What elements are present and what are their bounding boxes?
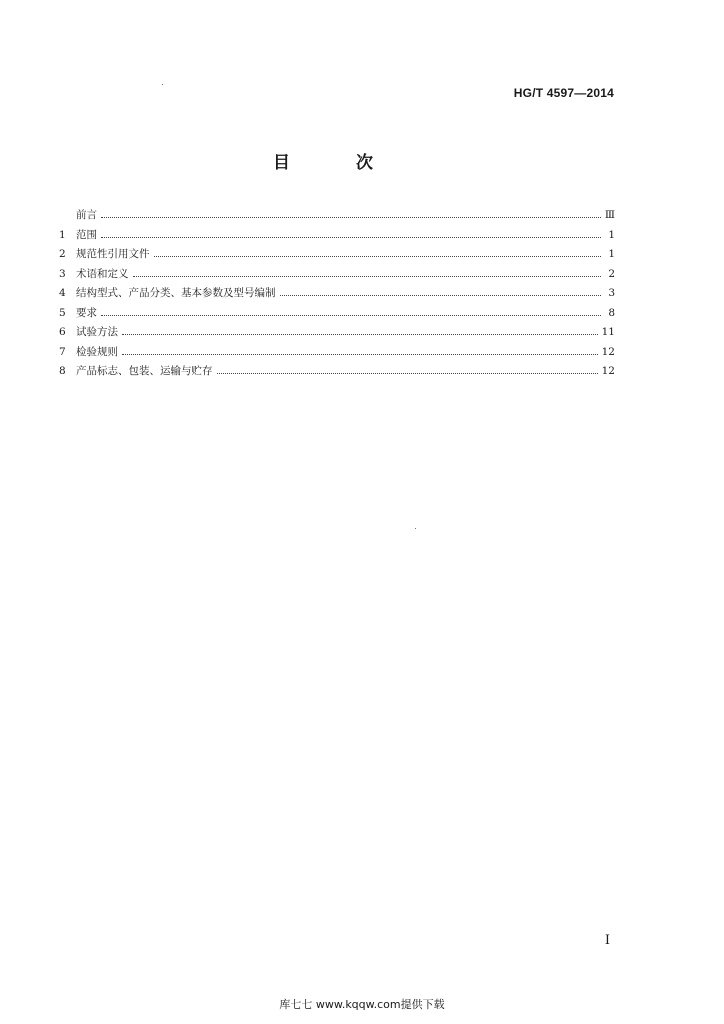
toc-leader-dots <box>280 294 602 296</box>
toc-item-page: 11 <box>601 326 615 338</box>
toc-item-title: 结构型式、产品分类、基本参数及型号编制 <box>76 287 276 299</box>
download-footer: 库七七 www.kqqw.com提供下载 <box>279 998 445 1011</box>
toc-item-number: 1 <box>59 228 66 241</box>
standard-code: HG/T 4597—2014 <box>513 86 614 100</box>
toc-item-5[interactable] <box>59 304 615 324</box>
scan-speck <box>162 84 163 85</box>
toc-item-title: 规范性引用文件 <box>76 248 150 260</box>
toc-item-1[interactable] <box>59 226 615 246</box>
toc-leader-dots <box>217 372 598 374</box>
toc-leader-dots <box>122 353 598 355</box>
toc-leader-dots <box>101 236 601 238</box>
toc-item-page: 1 <box>608 248 615 260</box>
toc-leader-dots <box>101 314 601 316</box>
toc-item-number: 8 <box>59 365 66 377</box>
toc-leader-dots <box>133 275 602 277</box>
toc-item-2[interactable] <box>59 245 615 265</box>
toc-item-number: 2 <box>59 248 66 260</box>
page-number: I <box>604 933 610 948</box>
toc-item-page: 12 <box>601 345 615 358</box>
toc-item-number: 5 <box>59 306 66 319</box>
table-of-contents <box>59 206 615 382</box>
toc-leader-dots <box>101 216 601 218</box>
toc-item-page: 3 <box>608 287 615 299</box>
toc-item-title: 试验方法 <box>76 326 118 338</box>
toc-item-number: 7 <box>59 345 66 358</box>
toc-item-title: 术语和定义 <box>76 267 129 280</box>
toc-item-number: 6 <box>59 326 66 338</box>
toc-item-page: 2 <box>608 267 615 280</box>
toc-leader-dots <box>154 255 602 257</box>
page-title: 目 次 <box>273 153 403 173</box>
toc-item-7[interactable] <box>59 343 615 363</box>
toc-item-number: 3 <box>59 267 66 280</box>
toc-item-title: 前言 <box>76 209 97 221</box>
toc-item-3[interactable] <box>59 265 615 285</box>
toc-item-title: 范围 <box>76 228 97 241</box>
toc-item-title: 要求 <box>76 306 97 319</box>
toc-item-page: 12 <box>601 365 615 377</box>
toc-item-page: Ⅲ <box>604 209 615 221</box>
toc-item-number: 4 <box>59 287 66 299</box>
toc-leader-dots <box>122 333 598 335</box>
toc-item-title: 产品标志、包装、运输与贮存 <box>76 365 213 377</box>
toc-item-preface[interactable] <box>59 206 615 226</box>
toc-item-page: 1 <box>608 228 615 241</box>
scan-speck <box>415 528 416 529</box>
toc-item-title: 检验规则 <box>76 345 118 358</box>
toc-item-4[interactable] <box>59 284 615 304</box>
toc-item-page: 8 <box>608 306 615 319</box>
toc-item-8[interactable] <box>59 362 615 382</box>
toc-item-6[interactable] <box>59 323 615 343</box>
